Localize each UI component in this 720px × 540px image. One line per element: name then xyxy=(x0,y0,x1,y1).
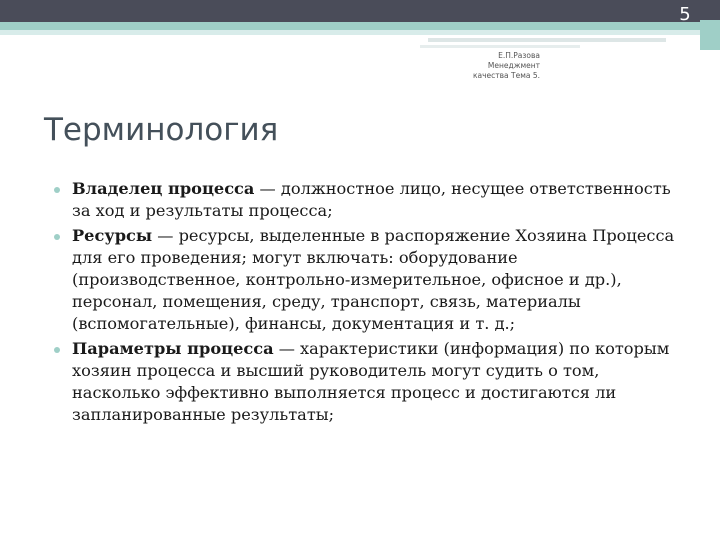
term-name: Ресурсы xyxy=(72,226,153,245)
list-item xyxy=(46,178,686,222)
page-number: 5 xyxy=(679,4,691,25)
decorative-rule xyxy=(428,38,666,42)
accent-band-light xyxy=(0,30,720,35)
list-item xyxy=(46,225,686,335)
footer-course: Менеджмент xyxy=(487,61,540,70)
term-definition: — характеристики (информация) по которым хозяин процесса и высший руководитель могут судить о том, насколько эффективно выполняется процесс и достигаются ли запланированные результаты; xyxy=(72,339,670,424)
term-definition: — должностное лицо, несущее ответственность за ход и результаты процесса; xyxy=(72,179,671,220)
list-item xyxy=(46,338,686,426)
accent-band xyxy=(0,22,720,30)
bullet-icon xyxy=(54,234,60,240)
footer-author: Е.П.Разова xyxy=(498,51,540,60)
bullet-icon xyxy=(54,347,60,353)
corner-accent xyxy=(700,20,720,50)
term-list xyxy=(46,178,686,429)
top-bar xyxy=(0,0,720,22)
term-name: Параметры процесса xyxy=(72,339,274,358)
slide-title: Терминология xyxy=(44,112,279,148)
footer-note xyxy=(430,51,540,81)
term-definition: — ресурсы, выделенные в распоряжение Хозяина Процесса для его проведения; могут включать: оборудование (производственное, контрольно-измерительное, офисное и др.), персонал, помещения, среду, транспорт, связь, материалы (вспомогательные), финансы, документация и т. д.; xyxy=(72,226,675,333)
term-name: Владелец процесса xyxy=(72,179,255,198)
bullet-icon xyxy=(54,187,60,193)
footer-topic: качества Тема 5. xyxy=(472,71,540,80)
decorative-rule xyxy=(420,45,580,48)
